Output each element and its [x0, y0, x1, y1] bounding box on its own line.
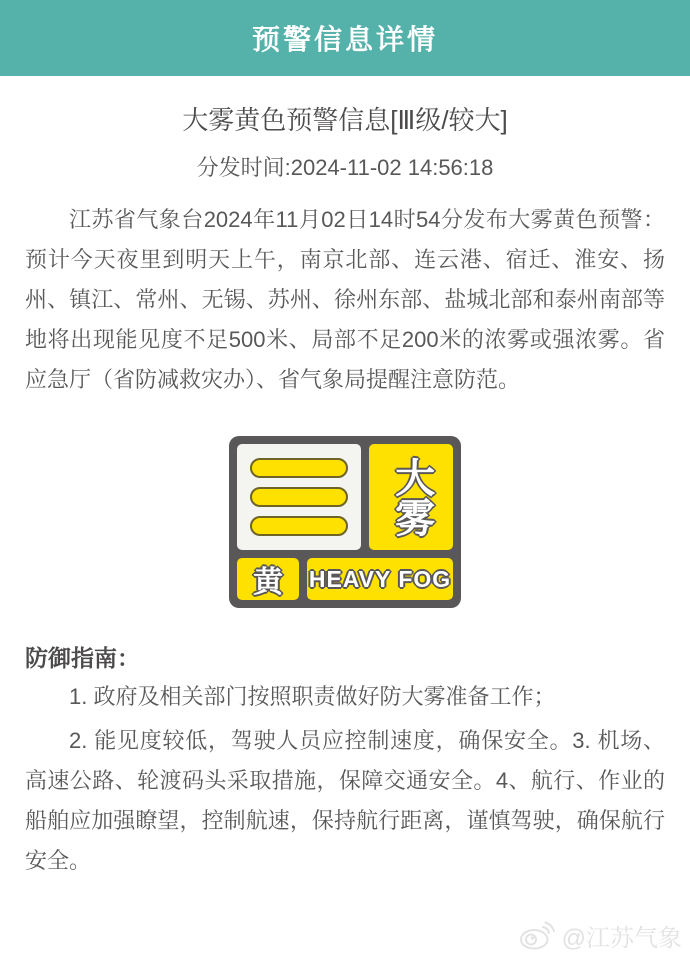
- sign-level-badge: 黄: [237, 558, 299, 600]
- watermark: [518, 918, 682, 953]
- fog-bars-icon: [237, 444, 361, 550]
- fog-warning-sign: [229, 436, 461, 608]
- sign-type-label: 大雾: [389, 457, 434, 537]
- fog-warning-sign-wrap: [0, 436, 690, 608]
- fog-bar-icon: [250, 458, 348, 478]
- sign-english-label: HEAVY FOG: [307, 558, 453, 600]
- fog-bar-icon: [250, 487, 348, 507]
- sign-top-row: [237, 444, 453, 550]
- weibo-icon: [518, 920, 556, 952]
- page-header: [0, 0, 690, 76]
- sign-bottom-row: [237, 558, 453, 600]
- warning-body: 江苏省气象台2024年11月02日14时54分发布大雾黄色预警：预计今天夜里到明天上午，南京北部、连云港、宿迁、淮安、扬州、镇江、常州、无锡、苏州、徐州东部、盐城北部和泰州南部等地将出现能见度不足500米、局部不足200米的浓雾或强浓雾。省应急厅（省防减救灾办）、省气象局提醒注意防范。: [25, 207, 665, 392]
- guide-heading: 防御指南：: [25, 645, 140, 671]
- warning-issue-time: 分发时间:2024-11-02 14:56:18: [196, 155, 494, 180]
- warning-title: 大雾黄色预警信息[Ⅲ级/较大]: [182, 105, 508, 135]
- watermark-handle: @江苏气象: [561, 925, 682, 952]
- guide-item: 1. 政府及相关部门按照职责做好防大雾准备工作；: [69, 684, 556, 709]
- page-title: 预警信息详情: [251, 24, 438, 55]
- fog-bar-icon: [250, 516, 348, 536]
- sign-type-panel: [369, 444, 453, 550]
- guide-item: 2. 能见度较低，驾驶人员应控制速度，确保安全。3. 机场、高速公路、轮渡码头采取措施，保障交通安全。4、航行、作业的船舶应加强瞭望，控制航速，保持航行距离，谨慎驾驶，确保航行安全。: [25, 728, 665, 873]
